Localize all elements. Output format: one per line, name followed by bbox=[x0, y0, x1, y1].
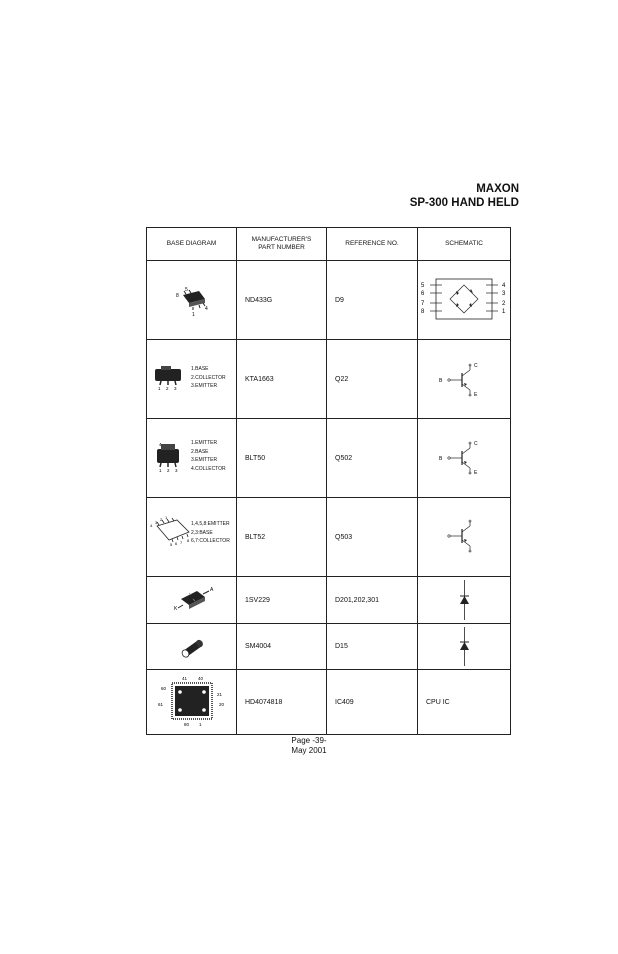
pin-label: 4.COLLECTOR bbox=[191, 465, 226, 472]
pkg-pin-6: 6 bbox=[175, 541, 178, 546]
pkg-pin-7: 7 bbox=[180, 540, 183, 545]
pkg-pin-1: 1 bbox=[158, 386, 161, 391]
bridge-pin-7: 7 bbox=[421, 301, 425, 307]
col-header-base-diagram: BASE DIAGRAM bbox=[147, 228, 237, 261]
pkg-pin-4: 4 bbox=[150, 523, 153, 528]
terminal-b: B bbox=[439, 378, 443, 384]
table-row bbox=[147, 577, 511, 624]
part-number-cell: SM4004 bbox=[237, 624, 327, 670]
schematic-transistor bbox=[418, 498, 511, 577]
terminal-c: C bbox=[474, 441, 478, 447]
pkg-pin-2: 2 bbox=[160, 517, 163, 522]
pkg-pin-3: 3 bbox=[175, 468, 178, 473]
pkg-pin-3: 3 bbox=[155, 520, 158, 525]
bridge-pin-6: 6 bbox=[421, 291, 425, 297]
table-row bbox=[147, 419, 511, 498]
col-header-schematic: SCHEMATIC bbox=[418, 228, 511, 261]
pkg-pin-2: 2 bbox=[166, 386, 169, 391]
pkg-pin-k: K bbox=[174, 606, 178, 612]
schematic-diode bbox=[418, 624, 511, 670]
pkg-pin-1: 1 bbox=[159, 468, 162, 473]
terminal-e: E bbox=[474, 392, 478, 398]
pkg-pin-8: 8 bbox=[176, 293, 179, 299]
col-header-part-number bbox=[237, 228, 327, 261]
page-date: May 2001 bbox=[291, 746, 327, 755]
pkg-pin-1: 1 bbox=[199, 722, 202, 727]
pin-label: 3.EMITTER bbox=[191, 457, 218, 463]
pin-label: 1.EMITTER bbox=[191, 440, 218, 446]
terminal-c: C bbox=[474, 363, 478, 369]
package-sop8-icon bbox=[147, 261, 237, 339]
schematic-bridge bbox=[418, 261, 511, 340]
bridge-pin-8: 8 bbox=[421, 309, 425, 315]
base-diagram-sm4004 bbox=[147, 624, 237, 670]
pin-label: 2.BASE bbox=[191, 448, 209, 455]
table-row bbox=[147, 340, 511, 419]
reference-cell: Q502 bbox=[327, 419, 418, 498]
pin-label: 1,4,5,8:EMITTER bbox=[191, 521, 230, 527]
schematic-transistor bbox=[418, 340, 511, 419]
table-row bbox=[147, 261, 511, 340]
pkg-pin-8: 8 bbox=[187, 538, 190, 543]
part-number-cell: BLT52 bbox=[237, 498, 327, 577]
reference-cell: Q22 bbox=[327, 340, 418, 419]
base-diagram-blt52 bbox=[147, 498, 237, 577]
schematic-text-cell: CPU IC bbox=[418, 670, 511, 735]
col-header-part-number-text: MANUFACTURER'S PART NUMBER bbox=[251, 236, 312, 251]
pkg-pin-5: 5 bbox=[185, 287, 188, 293]
package-qfp80-icon bbox=[147, 670, 237, 734]
base-diagram-kta1663 bbox=[147, 340, 237, 419]
bridge-pin-1: 1 bbox=[502, 309, 506, 315]
diode-symbol-icon bbox=[418, 577, 511, 623]
base-diagram-nd433g bbox=[147, 261, 237, 340]
pin-list bbox=[191, 365, 226, 391]
base-diagram-blt50 bbox=[147, 419, 237, 498]
diode-symbol-icon bbox=[418, 624, 511, 669]
pkg-pin-4: 4 bbox=[205, 306, 208, 312]
part-number-cell: KTA1663 bbox=[237, 340, 327, 419]
reference-cell: Q503 bbox=[327, 498, 418, 577]
table-row bbox=[147, 670, 511, 735]
transistor-symbol-icon bbox=[418, 340, 511, 418]
pin-label: 1.BASE bbox=[191, 366, 209, 372]
pin-label: 2.COLLECTOR bbox=[191, 374, 226, 381]
part-number-cell: HD4074818 bbox=[237, 670, 327, 735]
package-melf-icon bbox=[147, 624, 237, 669]
pkg-pin-5: 5 bbox=[170, 542, 173, 547]
reference-cell: D9 bbox=[327, 261, 418, 340]
table-row bbox=[147, 624, 511, 670]
pkg-pin-41: 41 bbox=[182, 676, 188, 681]
bridge-pin-5: 5 bbox=[421, 283, 425, 289]
transistor-symbol-icon bbox=[418, 419, 511, 497]
table-header-row bbox=[147, 228, 511, 261]
base-diagram-hd4074818 bbox=[147, 670, 237, 735]
package-diode-smd-icon bbox=[147, 577, 237, 623]
pin-label: 3.EMITTER bbox=[191, 383, 218, 389]
header-model: SP-300 HAND HELD bbox=[409, 197, 519, 209]
pkg-pin-60: 60 bbox=[161, 686, 167, 691]
pkg-pin-80: 80 bbox=[184, 722, 190, 727]
pin-list bbox=[191, 439, 226, 473]
terminal-b: B bbox=[439, 456, 443, 462]
pin-label: 6,7:COLLECTOR bbox=[191, 538, 230, 544]
transistor-symbol-icon bbox=[418, 498, 511, 576]
part-number-cell: 1SV229 bbox=[237, 577, 327, 624]
part-number-cell: ND433G bbox=[237, 261, 327, 340]
header-brand: MAXON bbox=[476, 183, 519, 195]
terminal-e: E bbox=[474, 470, 478, 476]
part-number-cell: BLT50 bbox=[237, 419, 327, 498]
pin-label: 2,3:BASE bbox=[191, 529, 213, 536]
schematic-transistor bbox=[418, 419, 511, 498]
parts-table bbox=[146, 227, 511, 735]
pkg-pin-2: 2 bbox=[167, 468, 170, 473]
bridge-rectifier-icon bbox=[418, 261, 511, 339]
table-row bbox=[147, 498, 511, 577]
col-header-reference: REFERENCE NO. bbox=[327, 228, 418, 261]
base-diagram-1sv229 bbox=[147, 577, 237, 624]
pkg-pin-a: A bbox=[210, 587, 214, 593]
pkg-pin-4: 4 bbox=[159, 442, 162, 447]
page-number: Page -39- bbox=[291, 736, 327, 745]
pkg-pin-21: 21 bbox=[217, 692, 223, 697]
pkg-pin-61: 61 bbox=[158, 702, 164, 707]
bridge-pin-3: 3 bbox=[502, 291, 506, 297]
bridge-pin-4: 4 bbox=[502, 283, 506, 289]
bridge-pin-2: 2 bbox=[502, 301, 506, 307]
pin-list bbox=[191, 520, 230, 546]
pkg-pin-20: 20 bbox=[219, 702, 225, 707]
reference-cell: IC409 bbox=[327, 670, 418, 735]
pkg-pin-1: 1 bbox=[165, 515, 168, 520]
reference-cell: D15 bbox=[327, 624, 418, 670]
schematic-diode bbox=[418, 577, 511, 624]
pkg-pin-1: 1 bbox=[192, 312, 195, 318]
pkg-pin-40: 40 bbox=[198, 676, 204, 681]
reference-cell: D201,202,301 bbox=[327, 577, 418, 624]
pkg-pin-3: 3 bbox=[174, 386, 177, 391]
